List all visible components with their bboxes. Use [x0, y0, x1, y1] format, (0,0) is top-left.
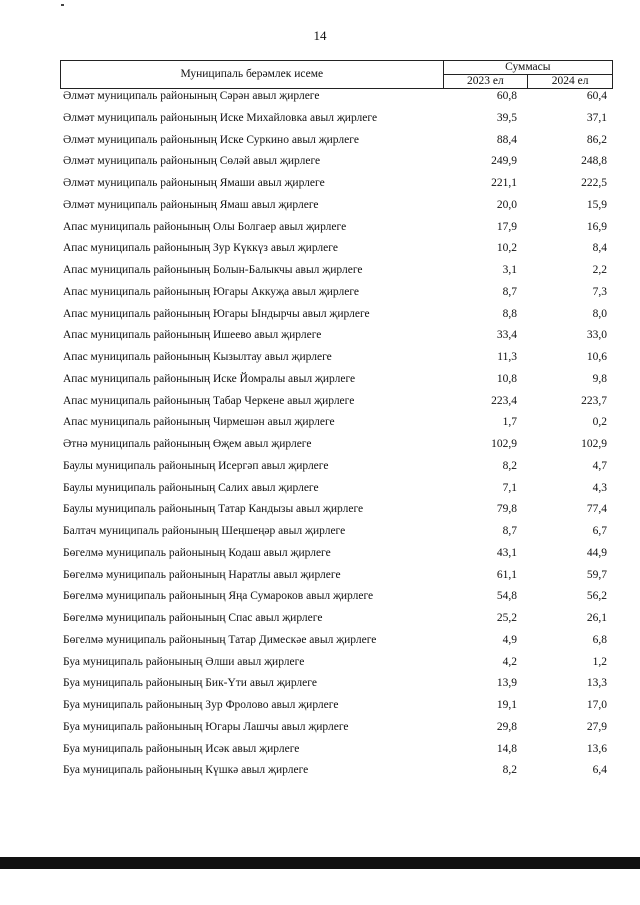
municipality-name: Баулы муниципаль районының Салих авыл җирлеге — [63, 481, 319, 494]
table-row — [63, 197, 611, 219]
value-2023: 10,8 — [496, 372, 517, 385]
municipality-name: Апас муниципаль районының Кызылтау авыл җирлеге — [63, 351, 332, 363]
header-year-2024: 2024 ел — [528, 75, 613, 89]
municipality-name: Әтнә муниципаль районының Өҗем авыл җирлеге — [63, 438, 312, 450]
municipality-name: Буа муниципаль районының Күшкә авыл җирлеге — [63, 764, 309, 777]
table-body — [63, 88, 611, 784]
municipality-name: Әлмәт муниципаль районының Иске Михайловка авыл җирлеге — [63, 111, 378, 124]
page-number: 14 — [313, 28, 327, 43]
value-2024: 223,7 — [581, 394, 607, 407]
table-row — [63, 393, 611, 415]
value-2023: 43,1 — [496, 546, 517, 559]
value-2024: 8,4 — [592, 242, 607, 255]
value-2023: 8,7 — [502, 285, 517, 298]
table-row — [63, 436, 611, 458]
municipality-name: Әлмәт муниципаль районының Ямаш авыл җирлеге — [63, 198, 319, 211]
table-row — [63, 132, 611, 154]
value-2023: 79,8 — [496, 503, 517, 516]
table-row — [63, 480, 611, 502]
value-2023: 17,9 — [496, 220, 517, 233]
value-2023: 88,4 — [496, 133, 517, 146]
value-2023: 25,2 — [496, 612, 517, 624]
table-row — [63, 371, 611, 393]
table-row — [63, 501, 611, 523]
municipality-name: Апас муниципаль районының Ишеево авыл җирлеге — [63, 329, 322, 342]
value-2024: 102,9 — [581, 438, 607, 450]
table-row — [63, 654, 611, 676]
municipality-name: Әлмәт муниципаль районының Сөләй авыл җирлеге — [63, 155, 321, 168]
header-sum: Суммасы — [443, 61, 612, 75]
value-2024: 9,8 — [592, 372, 607, 385]
value-2024: 6,8 — [592, 633, 607, 646]
value-2023: 61,1 — [496, 568, 517, 581]
table-header — [60, 60, 613, 89]
table-row — [63, 414, 611, 436]
value-2023: 8,2 — [502, 459, 517, 472]
value-2023: 249,9 — [491, 155, 517, 168]
table-row — [63, 675, 611, 697]
table-row — [63, 697, 611, 719]
value-2024: 7,3 — [592, 285, 607, 298]
table-row — [63, 610, 611, 632]
value-2024: 59,7 — [586, 568, 607, 581]
value-2024: 86,2 — [586, 133, 607, 146]
value-2023: 8,8 — [502, 307, 517, 320]
table-row — [63, 741, 611, 763]
value-2024: 15,9 — [586, 198, 607, 211]
scan-bottom-band — [0, 857, 640, 869]
table-row — [63, 588, 611, 610]
value-2024: 33,0 — [586, 329, 607, 342]
value-2024: 77,4 — [586, 503, 607, 516]
value-2023: 13,9 — [496, 677, 517, 690]
municipality-name: Апас муниципаль районының Табар Черкене авыл җирлеге — [63, 394, 355, 407]
table-row — [63, 762, 611, 784]
value-2023: 4,2 — [502, 655, 517, 668]
value-2024: 0,2 — [592, 416, 607, 429]
municipality-name: Буа муниципаль районының Әлши авыл җирлеге — [63, 655, 305, 668]
table-row — [63, 262, 611, 284]
value-2024: 8,0 — [592, 307, 607, 320]
municipality-name: Буа муниципаль районының Зур Фролово авыл җирлеге — [63, 699, 339, 711]
value-2023: 4,9 — [502, 633, 517, 646]
value-2024: 6,7 — [592, 525, 607, 537]
municipality-name: Буа муниципаль районының Югары Лашчы авыл җирлеге — [63, 720, 349, 733]
value-2024: 4,3 — [592, 481, 607, 494]
value-2024: 56,2 — [586, 590, 607, 603]
value-2023: 223,4 — [491, 394, 517, 407]
table-row — [63, 349, 611, 371]
value-2023: 14,8 — [496, 742, 517, 755]
value-2024: 13,6 — [586, 742, 607, 755]
value-2023: 54,8 — [496, 590, 517, 603]
value-2023: 29,8 — [496, 720, 517, 733]
table-row — [63, 458, 611, 480]
value-2024: 26,1 — [586, 612, 607, 624]
value-2023: 60,8 — [496, 90, 517, 102]
header-year-2023: 2023 ел — [443, 75, 528, 89]
municipality-name: Апас муниципаль районының Чирмешән авыл җирлеге — [63, 416, 335, 429]
value-2023: 19,1 — [496, 699, 517, 711]
value-2023: 221,1 — [491, 177, 517, 189]
municipality-name: Бөгелмә муниципаль районының Наратлы авыл җирлеге — [63, 568, 341, 581]
table-row — [63, 240, 611, 262]
municipality-name: Бөгелмә муниципаль районының Яңа Сумароков авыл җирлеге — [63, 590, 374, 603]
value-2024: 10,6 — [586, 351, 607, 363]
value-2023: 1,7 — [502, 416, 517, 429]
municipality-name: Апас муниципаль районының Югары Ындырчы авыл җирлеге — [63, 307, 370, 320]
table-row — [63, 175, 611, 197]
table-row — [63, 110, 611, 132]
value-2024: 1,2 — [592, 655, 607, 668]
value-2023: 20,0 — [496, 198, 517, 211]
municipality-name: Балтач муниципаль районының Шеңшеңәр авыл җирлеге — [63, 525, 346, 537]
value-2023: 11,3 — [497, 351, 517, 363]
table-row — [63, 284, 611, 306]
value-2024: 248,8 — [581, 155, 607, 168]
scan-mark — [61, 4, 64, 6]
value-2024: 13,3 — [586, 677, 607, 690]
table-row — [63, 306, 611, 328]
table-row — [63, 219, 611, 241]
value-2024: 16,9 — [586, 220, 607, 233]
municipality-name: Бөгелмә муниципаль районының Татар Димескәе авыл җирлеге — [63, 633, 377, 646]
municipality-name: Бөгелмә муниципаль районының Кодаш авыл җирлеге — [63, 546, 331, 559]
value-2024: 222,5 — [581, 177, 607, 189]
municipality-name: Әлмәт муниципаль районының Сәрән авыл җирлеге — [63, 90, 320, 102]
municipality-name: Апас муниципаль районының Югары Аккуҗа авыл җирлеге — [63, 285, 360, 298]
value-2024: 4,7 — [592, 459, 607, 472]
municipality-name: Апас муниципаль районының Зур Күккүз авыл җирлеге — [63, 242, 338, 255]
table-row — [63, 545, 611, 567]
table-row — [63, 327, 611, 349]
municipality-name: Әлмәт муниципаль районының Иске Суркино авыл җирлеге — [63, 133, 359, 146]
table-row — [63, 88, 611, 110]
municipality-name: Буа муниципаль районының Бик-Үти авыл җирлеге — [63, 677, 317, 690]
table-row — [63, 719, 611, 741]
municipality-name: Буа муниципаль районының Исәк авыл җирлеге — [63, 742, 300, 755]
value-2023: 8,7 — [502, 525, 517, 537]
municipality-name: Апас муниципаль районының Иске Йомралы авыл җирлеге — [63, 372, 356, 385]
value-2024: 44,9 — [586, 546, 607, 559]
header-municipality-name: Муниципаль берәмлек исеме — [61, 61, 444, 89]
municipality-name: Әлмәт муниципаль районының Ямаши авыл җирлеге — [63, 177, 325, 189]
value-2023: 10,2 — [496, 242, 517, 255]
value-2024: 60,4 — [586, 90, 607, 102]
value-2024: 37,1 — [586, 111, 607, 124]
value-2024: 6,4 — [592, 764, 607, 777]
table-row — [63, 523, 611, 545]
table-row — [63, 632, 611, 654]
value-2023: 8,2 — [502, 764, 517, 777]
municipality-name: Бөгелмә муниципаль районының Спас авыл җирлеге — [63, 612, 323, 624]
municipality-name: Баулы муниципаль районының Исергәп авыл җирлеге — [63, 459, 329, 472]
value-2024: 17,0 — [586, 699, 607, 711]
value-2024: 2,2 — [592, 264, 607, 276]
value-2023: 3,1 — [502, 264, 517, 276]
value-2024: 27,9 — [586, 720, 607, 733]
table-row — [63, 567, 611, 589]
value-2023: 39,5 — [496, 111, 517, 124]
table-row — [63, 153, 611, 175]
value-2023: 102,9 — [491, 438, 517, 450]
municipality-name: Апас муниципаль районының Олы Болгаер авыл җирлеге — [63, 220, 347, 233]
value-2023: 33,4 — [496, 329, 517, 342]
value-2023: 7,1 — [502, 481, 517, 494]
municipality-name: Баулы муниципаль районының Татар Кандызы авыл җирлеге — [63, 503, 364, 516]
municipality-name: Апас муниципаль районының Болын-Балыкчы авыл җирлеге — [63, 264, 363, 276]
